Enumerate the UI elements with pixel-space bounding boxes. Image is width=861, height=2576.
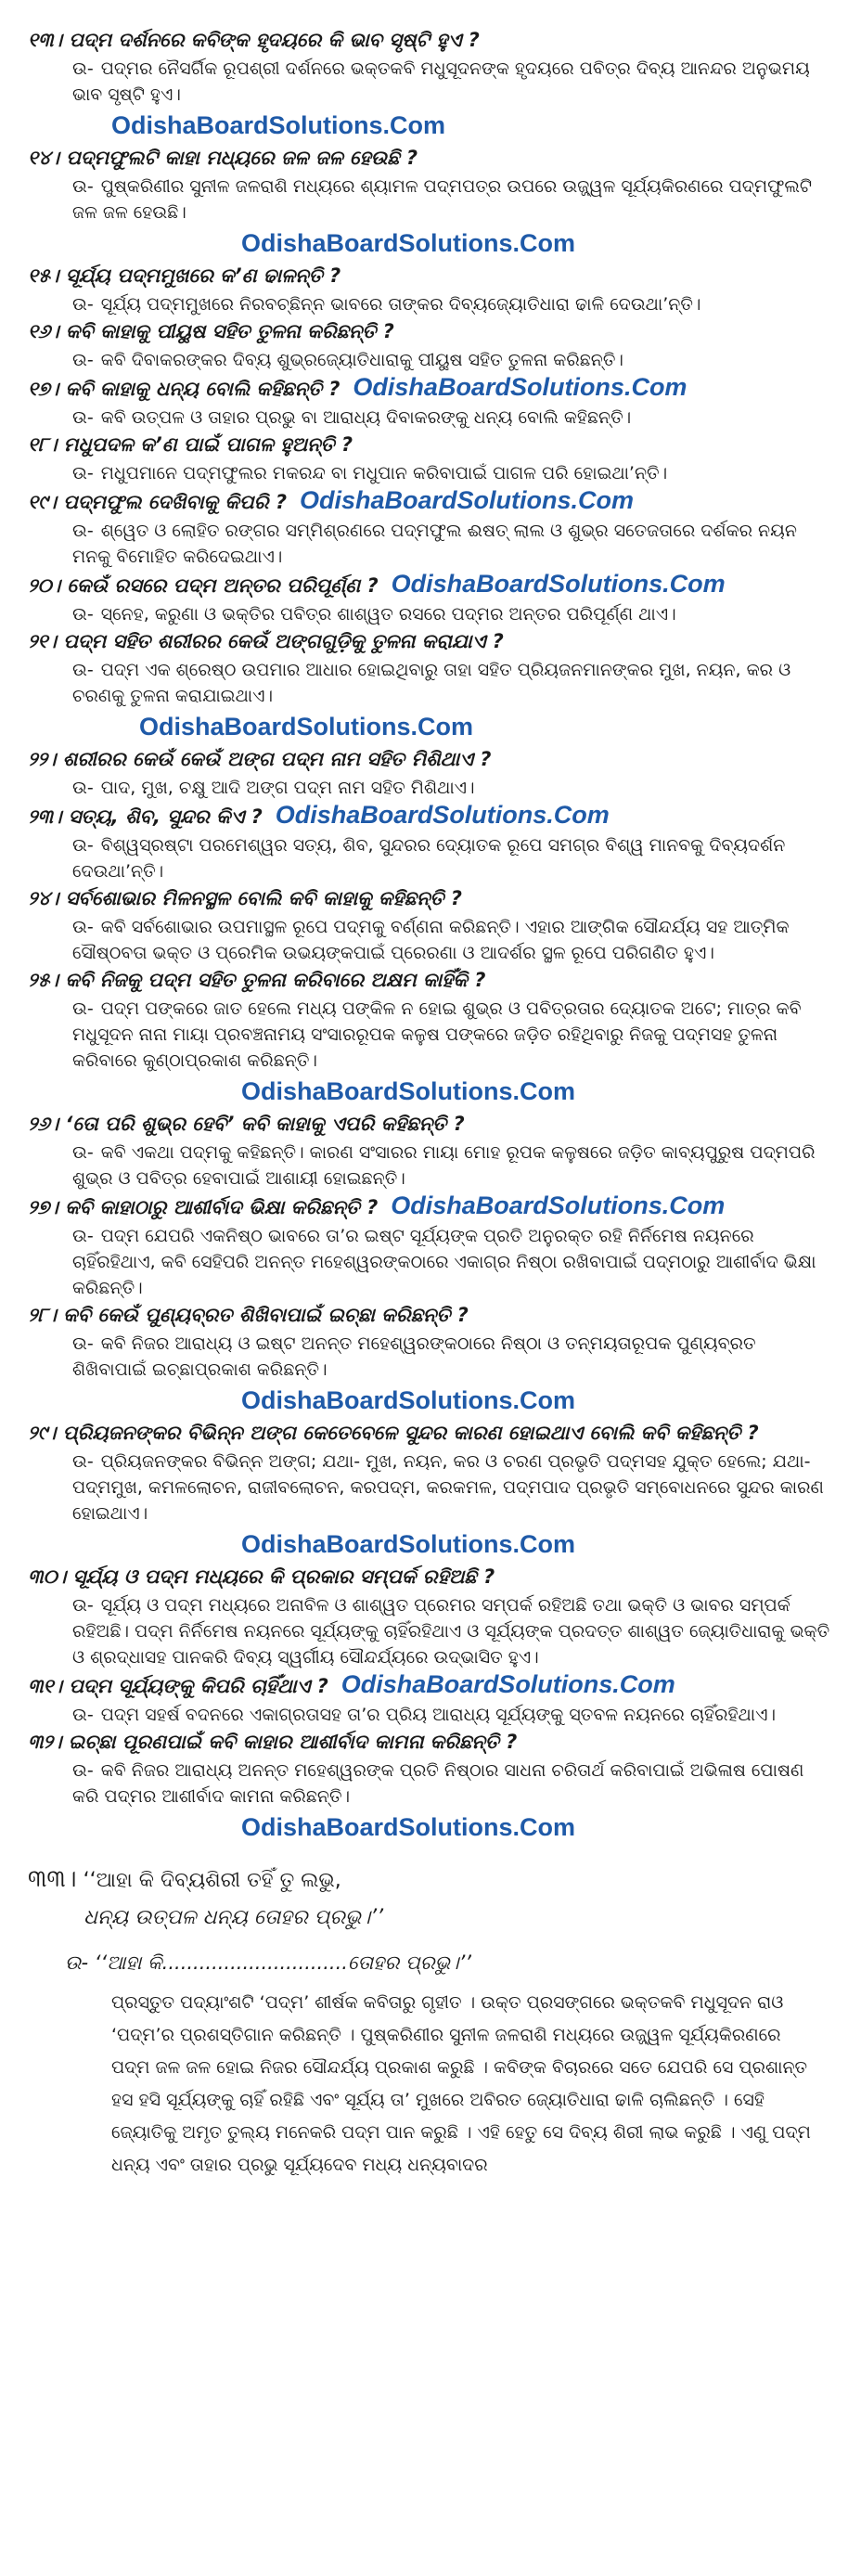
- answer-prefix: ଉ-: [72, 176, 94, 197]
- question-text: [28, 317, 833, 345]
- watermark-text: OdishaBoardSolutions.Com: [391, 1191, 726, 1219]
- qa-item: [28, 486, 833, 570]
- answer-text: [28, 1140, 833, 1191]
- poem-line-2: ଧନ୍ୟ ଉତ୍ପଳ ଧନ୍ୟ ତୋହର ପ୍ରଭୁ।’’: [84, 1906, 384, 1929]
- answer-text: [28, 1702, 833, 1728]
- watermark-text: OdishaBoardSolutions.Com: [241, 1813, 576, 1841]
- answer-body: ମଧୁପମାନେ ପଦ୍ମଫୁଲର ମକରନ୍ଦ ବା ମଧୁପାନ କରିବାପାଇଁ ପାଗଳ ପରି ହୋଇଥା’ନ୍ତି।: [100, 463, 668, 483]
- answer-prefix: ଉ-: [72, 1142, 94, 1163]
- explanation-paragraph: ପ୍ରସ୍ତୁତ ପଦ୍ୟାଂଶଟି ‘ପଦ୍ମ’ ଶୀର୍ଷକ କବିତାରୁ ଗୃହୀତ । ଉକ୍ତ ପ୍ରସଙ୍ଗରେ ଭକ୍ତକବି ମଧୁସୂଦନ ରାଓ ‘ପଦ୍ମ’ର ପ୍ରଶସ୍ତିଗାନ କରିଛନ୍ତି । ପୁଷ୍କରିଣୀର ସୁନୀଳ ଜଳରାଶି ମଧ୍ୟରେ ଉଜ୍ଜ୍ୱଳ ସୂର୍ଯ୍ୟକିରଣରେ ପଦ୍ମ ଜଳ ଜଳ ହୋଇ ନିଜର ସୌନ୍ଦର୍ଯ୍ୟ ପ୍ରକାଶ କରୁଛି । କବିଙ୍କ ବିଚାରରେ ସତେ ଯେପରି ସେ ପ୍ରଶାନ୍ତ ହସ ହସି ସୂର୍ଯ୍ୟଙ୍କୁ ଚାହିଁ ରହିଛି ଏବଂ ସୂର୍ଯ୍ୟ ତା’ ମୁଖରେ ଅବିରତ ଜ୍ୟୋତିଧାରା ଢାଳି ଚାଲିଛନ୍ତି । ସେହି ଜ୍ୟୋତିକୁ ଅମୃତ ତୁଲ୍ୟ ମନେକରି ପଦ୍ମ ପାନ କରୁଛି । ଏହି ହେତୁ ସେ ଦିବ୍ୟ ଶିରୀ ଲାଭ କରୁଛି । ଏଣୁ ପଦ୍ମ ଧନ୍ୟ ଏବଂ ତାହାର ପ୍ରଭୁ ସୂର୍ଯ୍ୟଦେବ ମଧ୍ୟ ଧନ୍ୟବାଦର: [111, 1992, 811, 2175]
- answer-body: ପାଦ, ମୁଖ, ଚକ୍ଷୁ ଆଦି ଅଙ୍ଗ ପଦ୍ମ ନାମ ସହିତ ମିଶିଥାଏ।: [100, 778, 475, 798]
- qa-item: [28, 627, 833, 741]
- question-text: [28, 373, 833, 403]
- answer-prefix: ଉ-: [72, 58, 94, 79]
- question-label: ୨୧। ପଦ୍ମ ସହିତ ଶରୀରର କେଉଁ ଅଙ୍ଗଗୁଡ଼ିକୁ ତୁଳନା କରାଯାଏ ?: [28, 630, 504, 652]
- question-number: ୩୩।: [28, 1865, 77, 1893]
- question-text: [28, 486, 833, 516]
- answer-body: କବି ଏକଥା ପଦ୍ମକୁ କହିଛନ୍ତି। କାରଣ ସଂସାରର ମାୟା ମୋହ ରୂପକ କଳୁଷରେ ଜଡ଼ିତ କାବ୍ୟପୁରୁଷ ପଦ୍ମପରି ଶୁଭ୍ର ଓ ପବିତ୍ର ହେବାପାଇଁ ଆଶାୟୀ ହୋଇଛନ୍ତି।: [72, 1142, 816, 1189]
- question-label: ୨୬। ‘ତୋ ପରି ଶୁଭ୍ର ହେବି’ କବି କାହାକୁ ଏପରି କହିଛନ୍ତି ?: [28, 1113, 465, 1135]
- answer-body: ପଦ୍ମ ଏକ ଶ୍ରେଷ୍ଠ ଉପମାର ଆଧାର ହୋଇଥିବାରୁ ତାହା ସହିତ ପ୍ରିୟଜନମାନଙ୍କର ମୁଖ, ନୟନ, କର ଓ ଚରଣକୁ ତୁଳନା କରାଯାଇଥାଏ।: [72, 660, 791, 706]
- question-text: [28, 570, 833, 599]
- answer-text: [28, 347, 833, 373]
- question-label: ୧୩। ପଦ୍ମ ଦର୍ଶନରେ କବିଙ୍କ ହୃଦୟରେ କି ଭାବ ସୃଷ୍ଟି ହୁଏ ?: [28, 29, 480, 51]
- watermark-row: [28, 1077, 833, 1106]
- answer-prefix: ଉ-: [72, 1760, 94, 1781]
- qa-item: [28, 1563, 833, 1670]
- answer-body: ପୁଷ୍କରିଣୀର ସୁନୀଳ ଜଳରାଶି ମଧ୍ୟରେ ଶ୍ୟାମଳ ପଦ୍ମପତ୍ର ଉପରେ ଉଜ୍ଜ୍ୱଳ ସୂର୍ଯ୍ୟକିରଣରେ ପଦ୍ମଫୁଲଟି ଜଳ ଜଳ ହେଉଛି।: [72, 176, 813, 223]
- question-text: [28, 1670, 833, 1700]
- question-text: [28, 1191, 833, 1221]
- question-text: [28, 144, 833, 172]
- question-label: ୧୫। ସୂର୍ଯ୍ୟ ପଦ୍ମମୁଖରେ କ’ଣ ଢାଳନ୍ତି ?: [28, 264, 341, 287]
- answer-text: [28, 518, 833, 570]
- answer-text: [28, 174, 833, 225]
- question-label: ୨୮। କବି କେଉଁ ପୁଣ୍ୟବ୍ରତ ଶିଖିବାପାଇଁ ଇଚ୍ଛା କରିଛନ୍ତି ?: [28, 1304, 469, 1326]
- answer-prefix: ଉ-: [72, 1595, 94, 1616]
- answer-prefix: ଉ-: [72, 660, 94, 680]
- question-text: [28, 431, 833, 458]
- poem-line-1: [28, 1861, 833, 1900]
- question-label: ୩୨। ଇଚ୍ଛା ପୂରଣପାଇଁ କବି କାହାର ଆଶୀର୍ବାଦ କାମନା କରିଛନ୍ତି ?: [28, 1731, 518, 1753]
- answer-prefix: ଉ-: [72, 463, 94, 483]
- answer-text: [28, 1758, 833, 1810]
- answer-prefix: ଉ-: [72, 407, 94, 428]
- answer-body: ପଦ୍ମ ଯେପରି ଏକନିଷ୍ଠ ଭାବରେ ତା’ର ଇଷ୍ଟ ସୂର୍ଯ୍ୟଙ୍କ ପ୍ରତି ଅନୁରକ୍ତ ରହି ନିର୍ନିମେଷ ନୟନରେ ଚାହିଁରହିଥାଏ, କବି ସେହିପରି ଅନନ୍ତ ମହେଶ୍ୱରଙ୍କଠାରେ ଏକାଗ୍ର ନିଷ୍ଠା ରଖିବାପାଇଁ ପଦ୍ମଠାରୁ ଆଶୀର୍ବାଦ ଭିକ୍ଷା କରିଛନ୍ତି।: [72, 1226, 816, 1298]
- watermark-text: OdishaBoardSolutions.Com: [111, 111, 446, 139]
- qa-item: [28, 373, 833, 431]
- qa-item: [28, 801, 833, 884]
- answer-text: [28, 291, 833, 317]
- answer-text: [28, 405, 833, 431]
- answer-prefix: ଉ-: [72, 778, 94, 798]
- answer-prefix: ଉ-: [72, 521, 94, 541]
- qa-item: [28, 144, 833, 258]
- question-text: [28, 1110, 833, 1138]
- watermark-text: OdishaBoardSolutions.Com: [353, 373, 688, 401]
- question-label: ୨୩। ସତ୍ୟ, ଶିବ, ସୁନ୍ଦର କିଏ ?: [28, 805, 263, 828]
- question-label: ୨୪। ସର୍ବଶୋଭାର ମିଳନସ୍ଥଳ ବୋଲି କବି କାହାକୁ କହିଛନ୍ତି ?: [28, 887, 462, 909]
- question-text: [28, 966, 833, 994]
- watermark-text: OdishaBoardSolutions.Com: [241, 229, 576, 257]
- qa-item: [28, 1191, 833, 1301]
- qa-item: [28, 966, 833, 1106]
- qa-item: [28, 262, 833, 317]
- answer-prefix: ଉ-: [72, 835, 94, 856]
- qa-item: [28, 1110, 833, 1191]
- answer-text: [28, 601, 833, 627]
- question-text: [28, 745, 833, 773]
- answer-body: ପଦ୍ମ ସହର୍ଷ ବଦନରେ ଏକାଗ୍ରତାସହ ତା’ର ପ୍ରିୟ ଆରାଧ୍ୟ ସୂର୍ଯ୍ୟଙ୍କୁ ସ୍ତବଳ ନୟନରେ ଚାହିଁରହିଥାଏ।: [100, 1705, 777, 1725]
- answer-body: ବିଶ୍ୱସ୍ରଷ୍ଟା ପରମେଶ୍ୱର ସତ୍ୟ, ଶିବ, ସୁନ୍ଦରର ଦ୍ୟୋତକ ରୂପେ ସମଗ୍ର ବିଶ୍ୱ ମାନବକୁ ଦିବ୍ୟଦର୍ଶନ ଦେଉଥା’ନ୍ତି।: [72, 835, 786, 882]
- watermark-text: OdishaBoardSolutions.Com: [139, 713, 474, 741]
- question-label: ୧୭। କବି କାହାକୁ ଧନ୍ୟ ବୋଲି କହିଛନ୍ତି ?: [28, 378, 341, 400]
- watermark-row: [28, 1530, 833, 1559]
- qa-item: [28, 1301, 833, 1415]
- answer-prefix: ଉ-: [72, 1451, 94, 1472]
- answer-body: କବି ନିଜର ଆରାଧ୍ୟ ଓ ଇଷ୍ଟ ଅନନ୍ତ ମହେଶ୍ୱରଙ୍କଠାରେ ନିଷ୍ଠା ଓ ତନ୍ମୟତାରୂପକ ପୁଣ୍ୟବ୍ରତ ଶିଖିବାପାଇଁ ଇଚ୍ଛାପ୍ରକାଶ କରିଛନ୍ତି।: [72, 1333, 756, 1380]
- watermark-row: [28, 1813, 833, 1842]
- question-label: ୩୦। ସୂର୍ଯ୍ୟ ଓ ପଦ୍ମ ମଧ୍ୟରେ କି ପ୍ରକାର ସମ୍ପର୍କ ରହିଅଛି ?: [28, 1565, 495, 1588]
- question-text: [28, 1419, 833, 1447]
- answer-prefix: ଉ-: [72, 604, 94, 625]
- answer-text: [28, 1223, 833, 1301]
- watermark-row: [28, 111, 833, 140]
- answer-prefix: ଉ-: [72, 1705, 94, 1725]
- watermark-text: OdishaBoardSolutions.Com: [341, 1670, 675, 1698]
- watermark-text: OdishaBoardSolutions.Com: [241, 1530, 576, 1558]
- answer-body: ସୂର୍ଯ୍ୟ ପଦ୍ମମୁଖରେ ନିରବଚ୍ଛିନ୍ନ ଭାବରେ ତାଙ୍କର ଦିବ୍ୟଜ୍ୟୋତିଧାରା ଢାଳି ଦେଉଥା’ନ୍ତି।: [100, 294, 701, 315]
- qa-item: [28, 1728, 833, 1842]
- question-label: ୨୫। କବି ନିଜକୁ ପଦ୍ମ ସହିତ ତୁଳନା କରିବାରେ ଅକ୍ଷମ କାହିଁକି ?: [28, 969, 486, 991]
- question-text: [28, 627, 833, 655]
- watermark-text: OdishaBoardSolutions.Com: [241, 1386, 576, 1414]
- watermark-text: OdishaBoardSolutions.Com: [275, 801, 610, 829]
- answer-body: କବି ଉତ୍ପଳ ଓ ତାହାର ପ୍ରଭୁ ବା ଆରାଧ୍ୟ ଦିବାକରଙ୍କୁ ଧନ୍ୟ ବୋଲି କହିଛନ୍ତି।: [100, 407, 632, 428]
- qa-item: [28, 745, 833, 801]
- answer-text: [28, 775, 833, 801]
- qa-item: [28, 317, 833, 373]
- answer-prefix: ଉ-: [65, 1951, 89, 1974]
- answer-text: [28, 56, 833, 108]
- answer-body: ସୂର୍ଯ୍ୟ ଓ ପଦ୍ମ ମଧ୍ୟରେ ଅନାବିଳ ଓ ଶାଶ୍ୱତ ପ୍ରେମର ସମ୍ପର୍କ ରହିଅଛି ତଥା ଭକ୍ତି ଓ ଭାବର ସମ୍ପର୍କ ରହିଅଛି। ପଦ୍ମ ନିର୍ନିମେଷ ନୟନରେ ସୂର୍ଯ୍ୟଙ୍କୁ ଚାହିଁରହିଥାଏ ଓ ସୂର୍ଯ୍ୟଙ୍କ ପ୍ରଦତ୍ତ ଶାଶ୍ୱତ ଜ୍ୟୋତିଧାରାକୁ ଭକ୍ତି ଓ ଶ୍ରଦ୍ଧାସହ ପାନକରି ଦିବ୍ୟ ସ୍ୱର୍ଗୀୟ ସୌନ୍ଦର୍ଯ୍ୟରେ ଉଦ୍ଭାସିତ ହୁଏ।: [72, 1595, 830, 1668]
- answer-text: [28, 1592, 833, 1670]
- answer-prefix: ଉ-: [72, 350, 94, 370]
- question-text: [28, 801, 833, 831]
- answer-body: ସ୍ନେହ, କରୁଣା ଓ ଭକ୍ତିର ପବିତ୍ର ଶାଶ୍ୱତ ରସରେ ପଦ୍ମର ଅନ୍ତର ପରିପୂର୍ଣ୍ଣ ଥାଏ।: [100, 604, 676, 625]
- qa-item: [28, 431, 833, 486]
- watermark-row: [28, 713, 833, 741]
- answer-body: ପଦ୍ମ ପଙ୍କରେ ଜାତ ହେଲେ ମଧ୍ୟ ପଙ୍କିଳ ନ ହୋଇ ଶୁଭ୍ର ଓ ପବିତ୍ରତାର ଦ୍ୟୋତକ ଅଟେ; ମାତ୍ର କବି ମଧୁସୂଦନ ନାନା ମାୟା ପ୍ରବଞ୍ଚନାମୟ ସଂସାରରୂପକ କଳୁଷ ପଙ୍କରେ ଜଡ଼ିତ ରହିଥିବାରୁ ନିଜକୁ ପଦ୍ମସହ ତୁଳନା କରିବାରେ କୁଣ୍ଠାପ୍ରକାଶ କରିଛନ୍ତି।: [72, 998, 802, 1071]
- answer-prefix: ଉ-: [72, 917, 94, 937]
- question-text: [28, 884, 833, 912]
- poem-text: ‘‘ଆହା କି ଦିବ୍ୟଶିରୀ ତହିଁ ତୁ ଲଭୁ,: [83, 1869, 341, 1892]
- answer-text: [28, 657, 833, 709]
- qa-item: [28, 570, 833, 627]
- question-label: ୨୨। ଶରୀରର କେଉଁ କେଉଁ ଅଙ୍ଗ ପଦ୍ମ ନାମ ସହିତ ମିଶିଥାଏ ?: [28, 748, 492, 770]
- watermark-row: [28, 1386, 833, 1415]
- watermark-text: OdishaBoardSolutions.Com: [241, 1077, 576, 1105]
- qa-item: [28, 26, 833, 140]
- answer-body: କବି ନିଜର ଆରାଧ୍ୟ ଅନନ୍ତ ମହେଶ୍ୱରଙ୍କ ପ୍ରତି ନିଷ୍ଠାର ସାଧନା ଚରିତାର୍ଥ କରିବାପାଇଁ ଅଭିଳାଷ ପୋଷଣ କରି ପଦ୍ମର ଆଶୀର୍ବାଦ କାମନା କରିଛନ୍ତି।: [72, 1760, 804, 1807]
- qa-list: [28, 26, 833, 1842]
- answer-body: ଶ୍ୱେତ ଓ ଲୋହିତ ରଙ୍ଗର ସମ୍ମିଶ୍ରଣରେ ପଦ୍ମଫୁଲ ଈଷତ୍ ଲାଲ ଓ ଶୁଭ୍ର ସତେଜତାରେ ଦର୍ଶକର ନୟନ ମନକୁ ବିମୋହିତ କରିଦେଇଥାଏ।: [72, 521, 797, 567]
- answer-body: କବି ଦିବାକରଙ୍କର ଦିବ୍ୟ ଶୁଭ୍ରଜ୍ୟୋତିଧାରାକୁ ପୀୟୁଷ ସହିତ ତୁଳନା କରିଛନ୍ତି।: [100, 350, 623, 370]
- question-label: ୧୪। ପଦ୍ମଫୁଲଟି କାହା ମଧ୍ୟରେ ଜଳ ଜଳ ହେଉଛି ?: [28, 147, 418, 169]
- answer-quote: [28, 1944, 833, 1981]
- question-text: [28, 1301, 833, 1329]
- question-text: [28, 1563, 833, 1591]
- question-33: [28, 1861, 833, 2182]
- question-label: ୨୭। କବି କାହାଠାରୁ ଆଶୀର୍ବାଦ ଭିକ୍ଷା କରିଛନ୍ତି ?: [28, 1196, 379, 1218]
- answer-prefix: ଉ-: [72, 1333, 94, 1354]
- watermark-text: OdishaBoardSolutions.Com: [300, 486, 635, 514]
- qa-item: [28, 884, 833, 966]
- answer-text: [28, 1449, 833, 1526]
- question-label: ୨୯। ପ୍ରିୟଜନଙ୍କର ବିଭିନ୍ନ ଅଙ୍ଗ କେତେବେଳେ ସୁନ୍ଦର କାରଣ ହୋଇଥାଏ ବୋଲି କବି କହିଛନ୍ତି ?: [28, 1422, 759, 1444]
- qa-item: [28, 1670, 833, 1728]
- watermark-text: OdishaBoardSolutions.Com: [391, 570, 726, 598]
- question-label: ୧୮। ମଧୁପଦଳ କ’ଣ ପାଇଁ ପାଗଳ ହୁଅନ୍ତି ?: [28, 433, 353, 456]
- question-text: [28, 26, 833, 54]
- question-text: [28, 1728, 833, 1756]
- question-label: ୨୦। କେଉଁ ରସରେ ପଦ୍ମ ଅନ୍ତର ପରିପୂର୍ଣ୍ଣ ?: [28, 574, 379, 597]
- qa-item: [28, 1419, 833, 1559]
- answer-body: ପ୍ରିୟଜନଙ୍କର ବିଭିନ୍ନ ଅଙ୍ଗ; ଯଥା- ମୁଖ, ନୟନ, କର ଓ ଚରଣ ପ୍ରଭୃତି ପଦ୍ମସହ ଯୁକ୍ତ ହେଲେ; ଯଥା- ପଦ୍ମମୁଖ, କମଳଲୋଚନ, ରାଜୀବଲୋଚନ, କରପଦ୍ମ, କରକମଳ, ପଦ୍ମପାଦ ପ୍ରଭୃତି ସମ୍ବୋଧନରେ ସୁନ୍ଦର କାରଣ ହୋଇଥାଏ।: [72, 1451, 824, 1524]
- answer-quote-text: ‘‘ଆହା କି..............................ତୋହର ପ୍ରଭୁ।’’: [94, 1951, 471, 1974]
- answer-text: [28, 1331, 833, 1383]
- answer-text: [28, 914, 833, 966]
- question-label: ୧୯। ପଦ୍ମଫୁଲ ଦେଖିବାକୁ କିପରି ?: [28, 491, 287, 513]
- answer-prefix: ଉ-: [72, 294, 94, 315]
- question-text: [28, 262, 833, 290]
- question-label: ୩୧। ପଦ୍ମ ସୂର୍ଯ୍ୟଙ୍କୁ କିପରି ଚାହିଁଥାଏ ?: [28, 1675, 328, 1697]
- question-label: ୧୬। କବି କାହାକୁ ପୀୟୁଷ ସହିତ ତୁଳନା କରିଛନ୍ତି ?: [28, 320, 394, 342]
- answer-prefix: ଉ-: [72, 998, 94, 1019]
- watermark-row: [28, 229, 833, 258]
- answer-body: ପଦ୍ମର ନୈସର୍ଗିକ ରୂପଶ୍ରୀ ଦର୍ଶନରେ ଭକ୍ତକବି ମଧୁସୂଦନଙ୍କ ହୃଦୟରେ ପବିତ୍ର ଦିବ୍ୟ ଆନନ୍ଦର ଅନୁଭମୟ ଭାବ ସୃଷ୍ଟି ହୁଏ।: [72, 58, 810, 105]
- answer-body: କବି ସର୍ବଶୋଭାର ଉପମାସ୍ଥଳ ରୂପେ ପଦ୍ମକୁ ବର୍ଣ୍ଣନା କରିଛନ୍ତି। ଏହାର ଆଙ୍ଗିକ ସୌନ୍ଦର୍ଯ୍ୟ ସହ ଆତ୍ମିକ ସୌଷ୍ଠବତା ଭକ୍ତ ଓ ପ୍ରେମିକ ଉଭୟଙ୍କପାଇଁ ପ୍ରେରଣା ଓ ଆଦର୍ଶର ସ୍ଥଳ ରୂପେ ପରିଗଣିତ ହୁଏ।: [72, 917, 790, 963]
- answer-prefix: ଉ-: [72, 1226, 94, 1246]
- answer-text: [28, 996, 833, 1074]
- answer-text: [28, 460, 833, 486]
- answer-text: [28, 832, 833, 884]
